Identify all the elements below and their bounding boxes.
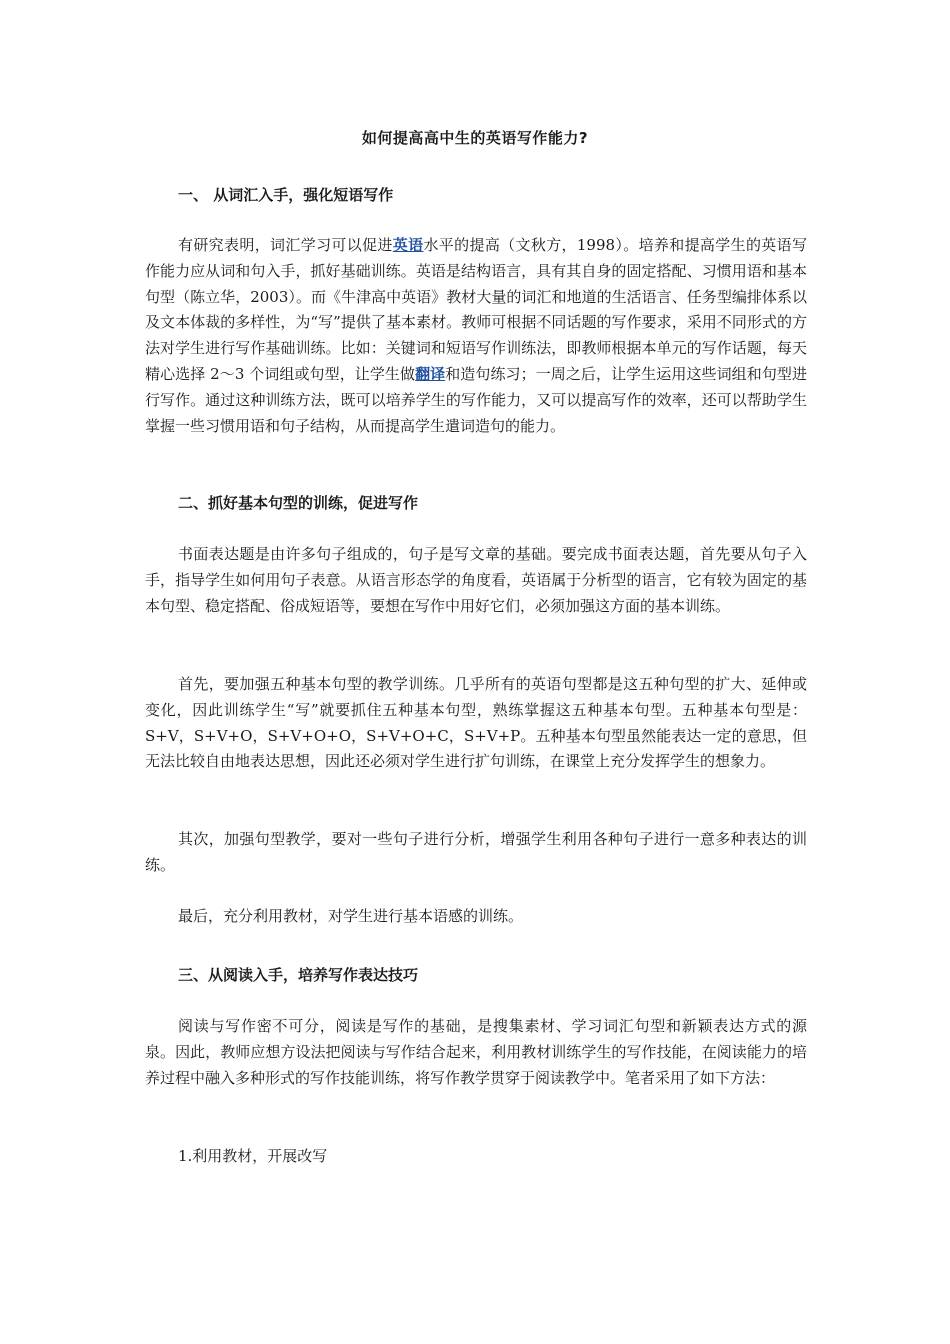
paragraph-1 (145, 233, 807, 439)
paragraph-4: 其次，加强句型教学，要对一些句子进行分析，增强学生利用各种句子进行一意多种表达的训练。 (145, 830, 807, 874)
section-heading-1: 一、 从词汇入手，强化短语写作 (178, 186, 394, 204)
document-title: 如何提高高中生的英语写作能力? (361, 129, 589, 147)
link-english[interactable]: 英语 (392, 236, 424, 254)
link-translation[interactable]: 翻译 (415, 364, 446, 383)
section-heading-2: 二、抓好基本句型的训练，促进写作 (178, 494, 419, 512)
paragraph-3: 首先，要加强五种基本句型的教学训练。几乎所有的英语句型都是这五种句型的扩大、延伸或变化，因此训练学生“写”就要抓住五种基本句型，熟练掌握这五种基本句型。五种基本句型是：S+V，S+V+O，S+V+O+O，S+V+O+C，S+V+P。五种基本句型虽然能表达一定的意思，但无法比较自由地表达思想，因此还必须对学生进行扩句训练，在课堂上充分发挥学生的想象力。 (145, 675, 807, 771)
paragraph-5: 最后，充分利用教材，对学生进行基本语感的训练。 (178, 907, 524, 925)
paragraph-text: 水平的提高（文秋方，1998）。培养和提高学生的英语写作能力应从词和句入手，抓好基础训练。英语是结构语言，具有其自身的固定搭配、习惯用语和基本句型（陈立华，2003）。而《牛津高中英语》教材大量的词汇和地道的生活语言、任务型编排体系以及文本体裁的多样性，为“写”提供了基本素材。教师可根据不同话题的写作要求，采用不同形式的方法对学生进行写作基础训练。比如：关键词和短语写作训练法，即教师根据本单元的写作话题，每天精心选择 2～3 个词组或句型，让学生做 (145, 236, 807, 383)
paragraph-6: 阅读与写作密不可分，阅读是写作的基础，是搜集素材、学习词汇句型和新颖表达方式的源泉。因此，教师应想方设法把阅读与写作结合起来，利用教材训练学生的写作技能，在阅读能力的培养过程中融入多种形式的写作技能训练，将写作教学贯穿于阅读教学中。笔者采用了如下方法： (145, 1017, 807, 1087)
paragraph-text: 和造句练习；一周之后，让学生运用这些词组和句型进行写作。通过这种训练方法，既可以培养学生的写作能力，又可以提高写作的效率，还可以帮助学生掌握一些习惯用语和句子结构，从而提高学生遣词造句的能力。 (145, 364, 807, 435)
subheading-1: 1.利用教材，开展改写 (178, 1147, 328, 1165)
paragraph-2: 书面表达题是由许多句子组成的，句子是写文章的基础。要完成书面表达题，首先要从句子入手，指导学生如何用句子表意。从语言形态学的角度看，英语属于分析型的语言，它有较为固定的基本句型、稳定搭配、俗成短语等，要想在写作中用好它们，必须加强这方面的基本训练。 (145, 545, 807, 615)
paragraph-text: 有研究表明，词汇学习可以促进 (178, 236, 393, 254)
section-heading-3: 三、从阅读入手，培养写作表达技巧 (178, 966, 419, 984)
